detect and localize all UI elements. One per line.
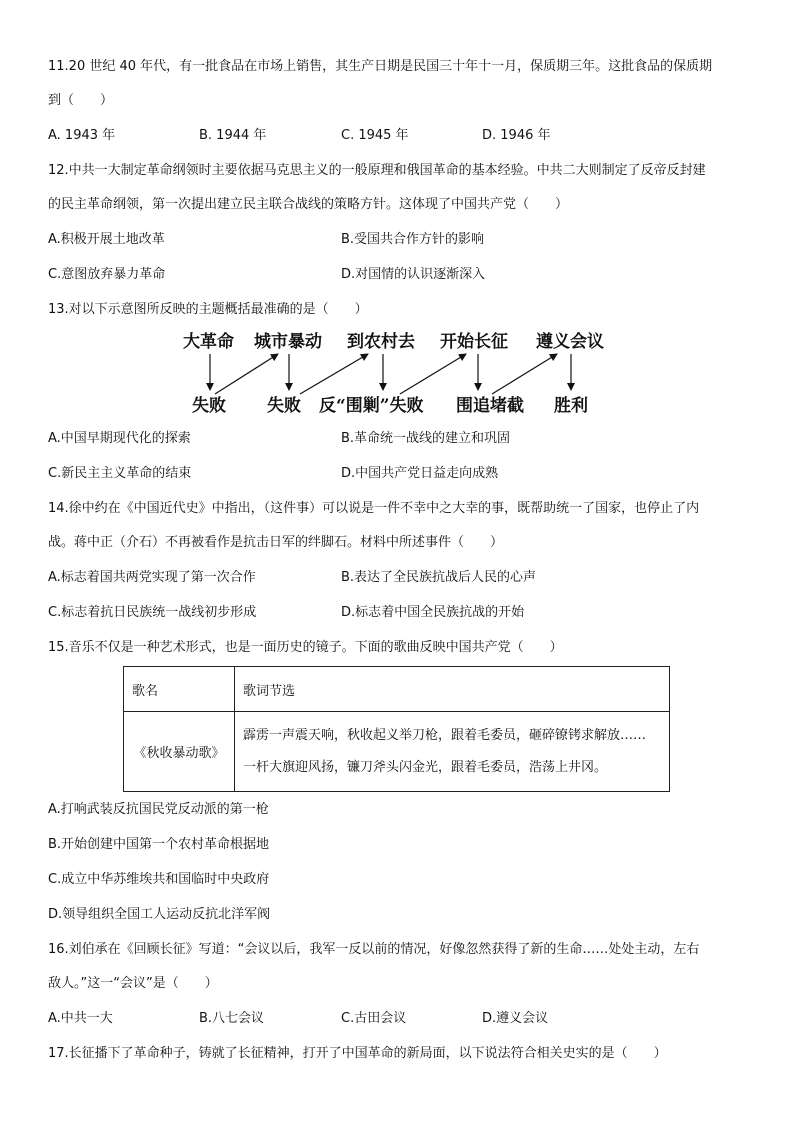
q14-stem-line1: 14.徐中约在《中国近代史》中指出，（这件事）可以说是一件不幸中之大幸的事，既帮助统一了国家，也停止了内 <box>48 501 700 516</box>
lyric-line-1: 霹雳一声震天响，秋收起义举刀枪，跟着毛委员，砸碎镣铐求解放…… <box>243 727 647 743</box>
diagram-bottom-3: 反“围剿”失败 <box>319 396 424 416</box>
diagram-bottom-4: 围追堵截 <box>456 396 524 416</box>
q15-option-c: C.成立中华苏维埃共和国临时中央政府 <box>48 872 270 887</box>
q16-option-a: A.中共一大 <box>48 1011 113 1026</box>
q12-option-b: B.受国共合作方针的影响 <box>341 232 485 247</box>
table-header-row <box>124 667 670 712</box>
diagram-top-4: 开始长征 <box>440 332 508 352</box>
table-header-lyrics: 歌词节选 <box>235 667 670 712</box>
table-header-song-name: 歌名 <box>124 667 235 712</box>
arrow-diag-1 <box>215 354 278 394</box>
q11-option-d: D. 1946 年 <box>482 128 551 143</box>
q12-stem-line1: 12.中共一大制定革命纲领时主要依据马克思主义的一般原理和俄国革命的基本经验。中共二大则制定了反帝反封建 <box>48 163 706 178</box>
q13-diagram <box>170 328 630 420</box>
diagram-top-2: 城市暴动 <box>254 332 322 352</box>
diagram-top-1: 大革命 <box>183 332 234 352</box>
q15-stem: 15.音乐不仅是一种艺术形式，也是一面历史的镜子。下面的歌曲反映中国共产党（ ） <box>48 640 563 655</box>
q15-option-d: D.领导组织全国工人运动反抗北洋军阀 <box>48 907 271 922</box>
diagram-top-3: 到农村去 <box>347 332 415 352</box>
arrow-diag-4 <box>492 354 557 394</box>
table-row <box>124 712 670 792</box>
q16-stem-line2: 敌人。”这一“会议”是（ ） <box>48 976 218 991</box>
q13-option-b: B.革命统一战线的建立和巩固 <box>341 431 511 446</box>
q15-option-a: A.打响武装反抗国民党反动派的第一枪 <box>48 802 269 817</box>
q14-option-a: A.标志着国共两党实现了第一次合作 <box>48 570 256 585</box>
q17-stem: 17.长征播下了革命种子，铸就了长征精神，打开了中国革命的新局面，以下说法符合相关史实的是（ ） <box>48 1046 667 1061</box>
q12-stem-line2: 的民主革命纲领，第一次提出建立民主联合战线的策略方针。这体现了中国共产党（ ） <box>48 197 569 212</box>
q14-option-d: D.标志着中国全民族抗战的开始 <box>341 605 525 620</box>
q13-stem: 13.对以下示意图所反映的主题概括最准确的是（ ） <box>48 302 368 317</box>
q13-option-d: D.中国共产党日益走向成熟 <box>341 466 499 481</box>
table-cell-song: 《秋收暴动歌》 <box>124 712 235 792</box>
q11-stem-line1: 11.20 世纪 40 年代，有一批食品在市场上销售，其生产日期是民国三十年十一月，保质期三年。这批食品的保质期 <box>48 59 713 74</box>
arrow-diag-3 <box>400 354 466 394</box>
q16-stem-line1: 16.刘伯承在《回顾长征》写道：“会议以后，我军一反以前的情况，好像忽然获得了新的生命……处处主动，左右 <box>48 942 700 957</box>
q13-option-a: A.中国早期现代化的探索 <box>48 431 191 446</box>
q16-option-b: B.八七会议 <box>199 1011 265 1026</box>
q14-option-b: B.表达了全民族抗战后人民的心声 <box>341 570 537 585</box>
diagram-bottom-2: 失败 <box>267 396 301 416</box>
q11-option-c: C. 1945 年 <box>341 128 409 143</box>
q15-song-table <box>123 666 670 792</box>
table-cell-lyrics <box>235 712 670 792</box>
q11-stem-line2: 到（ ） <box>48 93 114 108</box>
q11-option-b: B. 1944 年 <box>199 128 267 143</box>
q13-option-c: C.新民主主义革命的结束 <box>48 466 192 481</box>
diagram-bottom-5: 胜利 <box>554 396 588 416</box>
q15-option-b: B.开始创建中国第一个农村革命根据地 <box>48 837 270 852</box>
q12-option-a: A.积极开展土地改革 <box>48 232 165 247</box>
q14-stem-line2: 战。蒋中正（介石）不再被看作是抗击日军的绊脚石。材料中所述事件（ ） <box>48 535 504 550</box>
lyric-line-2: 一杆大旗迎风扬，镰刀斧头闪金光，跟着毛委员，浩荡上井冈。 <box>243 759 608 775</box>
q12-option-c: C.意图放弃暴力革命 <box>48 267 166 282</box>
q11-option-a: A. 1943 年 <box>48 128 116 143</box>
diagram-top-5: 遵义会议 <box>536 332 604 352</box>
diagram-bottom-1: 失败 <box>192 396 226 416</box>
q12-option-d: D.对国情的认识逐渐深入 <box>341 267 486 282</box>
arrow-diag-2 <box>300 354 368 394</box>
q16-option-c: C.古田会议 <box>341 1011 407 1026</box>
q14-option-c: C.标志着抗日民族统一战线初步形成 <box>48 605 257 620</box>
q16-option-d: D.遵义会议 <box>482 1011 549 1026</box>
